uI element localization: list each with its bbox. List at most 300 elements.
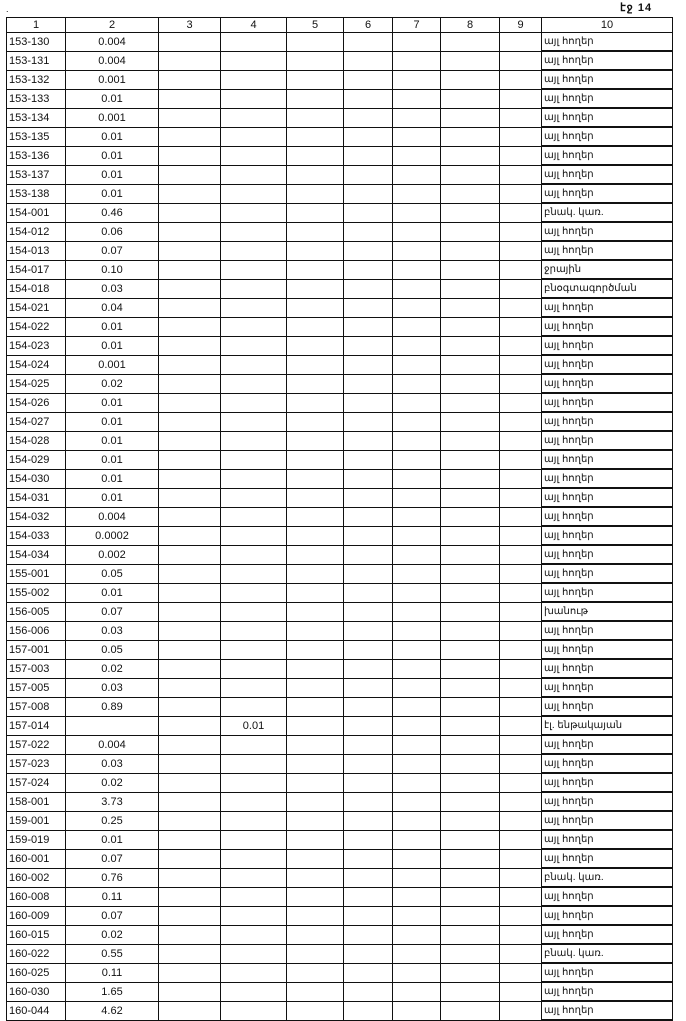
- empty-cell: [344, 260, 393, 279]
- empty-cell: [441, 925, 500, 944]
- empty-cell: [500, 450, 542, 469]
- column-4-cell: [221, 488, 287, 507]
- col-header-1: 1: [7, 18, 66, 33]
- parcel-code-cell: 154-022: [7, 317, 66, 336]
- empty-cell: [393, 108, 441, 127]
- empty-cell: [344, 336, 393, 355]
- land-use-cell: այլ հողեր: [542, 830, 673, 849]
- area-cell: 4.62: [66, 1001, 159, 1020]
- empty-cell: [441, 317, 500, 336]
- empty-cell: [393, 33, 441, 52]
- area-cell: 0.01: [66, 146, 159, 165]
- empty-cell: [393, 564, 441, 583]
- column-4-cell: [221, 184, 287, 203]
- area-cell: 0.01: [66, 165, 159, 184]
- empty-cell: [287, 336, 344, 355]
- column-4-cell: [221, 279, 287, 298]
- column-4-cell: [221, 393, 287, 412]
- empty-cell: [159, 70, 221, 89]
- parcel-code-cell: 160-002: [7, 868, 66, 887]
- area-cell: 0.03: [66, 754, 159, 773]
- parcel-code-cell: 154-029: [7, 450, 66, 469]
- empty-cell: [500, 184, 542, 203]
- empty-cell: [500, 203, 542, 222]
- empty-cell: [159, 526, 221, 545]
- land-use-cell: այլ հողեր: [542, 222, 673, 241]
- empty-cell: [500, 716, 542, 735]
- table-row: [7, 621, 673, 640]
- table-row: [7, 830, 673, 849]
- empty-cell: [344, 545, 393, 564]
- land-use-cell: բնակ. կառ.: [542, 203, 673, 222]
- empty-cell: [344, 678, 393, 697]
- parcel-code-cell: 154-012: [7, 222, 66, 241]
- empty-cell: [500, 792, 542, 811]
- parcel-code-cell: 154-017: [7, 260, 66, 279]
- empty-cell: [393, 925, 441, 944]
- column-4-cell: [221, 659, 287, 678]
- area-cell: 3.73: [66, 792, 159, 811]
- empty-cell: [500, 260, 542, 279]
- land-use-cell: այլ հողեր: [542, 355, 673, 374]
- empty-cell: [344, 298, 393, 317]
- empty-cell: [344, 583, 393, 602]
- land-use-cell: այլ հողեր: [542, 906, 673, 925]
- parcel-code-cell: 160-025: [7, 963, 66, 982]
- area-cell: 0.11: [66, 963, 159, 982]
- parcel-code-cell: 154-027: [7, 412, 66, 431]
- column-4-cell: [221, 222, 287, 241]
- empty-cell: [393, 184, 441, 203]
- area-cell: 0.004: [66, 735, 159, 754]
- empty-cell: [159, 127, 221, 146]
- empty-cell: [287, 868, 344, 887]
- empty-cell: [159, 982, 221, 1001]
- empty-cell: [344, 526, 393, 545]
- empty-cell: [393, 469, 441, 488]
- table-row: [7, 222, 673, 241]
- table-row: [7, 659, 673, 678]
- land-use-cell: այլ հողեր: [542, 317, 673, 336]
- area-cell: 0.05: [66, 564, 159, 583]
- table-row: [7, 925, 673, 944]
- empty-cell: [441, 431, 500, 450]
- column-4-cell: [221, 545, 287, 564]
- empty-cell: [500, 564, 542, 583]
- col-header-10: 10: [542, 18, 673, 33]
- empty-cell: [393, 431, 441, 450]
- empty-cell: [441, 374, 500, 393]
- empty-cell: [287, 716, 344, 735]
- empty-cell: [159, 165, 221, 184]
- empty-cell: [159, 89, 221, 108]
- empty-cell: [344, 184, 393, 203]
- empty-cell: [344, 374, 393, 393]
- empty-cell: [393, 944, 441, 963]
- empty-cell: [500, 944, 542, 963]
- table-row: [7, 564, 673, 583]
- parcel-code-cell: 154-028: [7, 431, 66, 450]
- column-4-cell: [221, 925, 287, 944]
- empty-cell: [287, 564, 344, 583]
- column-4-cell: [221, 298, 287, 317]
- column-4-cell: [221, 241, 287, 260]
- empty-cell: [393, 849, 441, 868]
- land-use-cell: բնօգտագործման: [542, 279, 673, 298]
- empty-cell: [287, 89, 344, 108]
- empty-cell: [500, 602, 542, 621]
- empty-cell: [500, 925, 542, 944]
- land-use-cell: այլ հողեր: [542, 564, 673, 583]
- empty-cell: [159, 792, 221, 811]
- empty-cell: [441, 241, 500, 260]
- empty-cell: [287, 659, 344, 678]
- land-parcel-table: [6, 17, 673, 1021]
- empty-cell: [441, 697, 500, 716]
- empty-cell: [287, 754, 344, 773]
- empty-cell: [500, 640, 542, 659]
- empty-cell: [500, 735, 542, 754]
- empty-cell: [393, 241, 441, 260]
- empty-cell: [500, 146, 542, 165]
- empty-cell: [159, 1001, 221, 1020]
- land-use-cell: այլ հողեր: [542, 89, 673, 108]
- empty-cell: [159, 507, 221, 526]
- empty-cell: [441, 70, 500, 89]
- table-row: [7, 203, 673, 222]
- empty-cell: [441, 108, 500, 127]
- land-use-cell: այլ հողեր: [542, 374, 673, 393]
- land-use-cell: այլ հողեր: [542, 469, 673, 488]
- empty-cell: [500, 659, 542, 678]
- empty-cell: [500, 241, 542, 260]
- empty-cell: [441, 792, 500, 811]
- empty-cell: [393, 887, 441, 906]
- empty-cell: [393, 260, 441, 279]
- empty-cell: [287, 1001, 344, 1020]
- area-cell: 0.001: [66, 355, 159, 374]
- table-row: [7, 754, 673, 773]
- parcel-code-cell: 154-021: [7, 298, 66, 317]
- parcel-code-cell: 160-030: [7, 982, 66, 1001]
- empty-cell: [344, 697, 393, 716]
- parcel-code-cell: 154-034: [7, 545, 66, 564]
- empty-cell: [344, 393, 393, 412]
- column-4-cell: [221, 640, 287, 659]
- column-4-cell: 0.01: [221, 716, 287, 735]
- column-4-cell: [221, 735, 287, 754]
- area-cell: 0.46: [66, 203, 159, 222]
- parcel-code-cell: 159-019: [7, 830, 66, 849]
- empty-cell: [344, 279, 393, 298]
- empty-cell: [441, 583, 500, 602]
- area-cell: 0.01: [66, 431, 159, 450]
- table-row: [7, 735, 673, 754]
- empty-cell: [159, 146, 221, 165]
- empty-cell: [344, 1001, 393, 1020]
- parcel-code-cell: 160-008: [7, 887, 66, 906]
- empty-cell: [441, 336, 500, 355]
- empty-cell: [344, 127, 393, 146]
- parcel-code-cell: 160-015: [7, 925, 66, 944]
- empty-cell: [441, 906, 500, 925]
- column-4-cell: [221, 982, 287, 1001]
- table-row: [7, 906, 673, 925]
- area-cell: 0.55: [66, 944, 159, 963]
- table-row: [7, 583, 673, 602]
- land-use-cell: այլ հողեր: [542, 488, 673, 507]
- empty-cell: [344, 754, 393, 773]
- empty-cell: [159, 602, 221, 621]
- col-header-6: 6: [344, 18, 393, 33]
- empty-cell: [500, 165, 542, 184]
- empty-cell: [287, 773, 344, 792]
- land-use-cell: այլ հողեր: [542, 450, 673, 469]
- land-use-cell: այլ հողեր: [542, 792, 673, 811]
- empty-cell: [159, 336, 221, 355]
- empty-cell: [500, 127, 542, 146]
- empty-cell: [393, 70, 441, 89]
- land-use-cell: այլ հողեր: [542, 393, 673, 412]
- empty-cell: [159, 184, 221, 203]
- empty-cell: [159, 868, 221, 887]
- empty-cell: [287, 944, 344, 963]
- column-4-cell: [221, 507, 287, 526]
- empty-cell: [393, 507, 441, 526]
- empty-cell: [500, 887, 542, 906]
- empty-cell: [393, 735, 441, 754]
- area-cell: 0.01: [66, 412, 159, 431]
- parcel-code-cell: 155-001: [7, 564, 66, 583]
- land-use-cell: այլ հողեր: [542, 887, 673, 906]
- empty-cell: [441, 412, 500, 431]
- column-4-cell: [221, 450, 287, 469]
- empty-cell: [287, 393, 344, 412]
- column-4-cell: [221, 868, 287, 887]
- empty-cell: [344, 887, 393, 906]
- empty-cell: [393, 1001, 441, 1020]
- parcel-code-cell: 160-044: [7, 1001, 66, 1020]
- table-row: [7, 33, 673, 52]
- empty-cell: [344, 450, 393, 469]
- empty-cell: [441, 469, 500, 488]
- empty-cell: [441, 868, 500, 887]
- empty-cell: [159, 431, 221, 450]
- empty-cell: [500, 279, 542, 298]
- empty-cell: [159, 241, 221, 260]
- empty-cell: [500, 374, 542, 393]
- empty-cell: [159, 716, 221, 735]
- empty-cell: [344, 716, 393, 735]
- area-cell: 1.65: [66, 982, 159, 1001]
- empty-cell: [500, 811, 542, 830]
- land-use-cell: խանութ: [542, 602, 673, 621]
- column-4-cell: [221, 127, 287, 146]
- table-row: [7, 602, 673, 621]
- empty-cell: [500, 773, 542, 792]
- land-use-cell: բնակ. կառ.: [542, 944, 673, 963]
- col-header-5: 5: [287, 18, 344, 33]
- land-use-cell: բնակ. կառ.: [542, 868, 673, 887]
- empty-cell: [441, 849, 500, 868]
- column-4-cell: [221, 773, 287, 792]
- parcel-code-cell: 154-026: [7, 393, 66, 412]
- parcel-code-cell: 153-133: [7, 89, 66, 108]
- parcel-code-cell: 159-001: [7, 811, 66, 830]
- table-row: [7, 792, 673, 811]
- parcel-code-cell: 154-018: [7, 279, 66, 298]
- area-cell: 0.04: [66, 298, 159, 317]
- table-row: [7, 773, 673, 792]
- empty-cell: [500, 33, 542, 52]
- column-4-cell: [221, 203, 287, 222]
- empty-cell: [344, 621, 393, 640]
- empty-cell: [500, 583, 542, 602]
- area-cell: 0.01: [66, 184, 159, 203]
- empty-cell: [344, 849, 393, 868]
- parcel-code-cell: 153-138: [7, 184, 66, 203]
- empty-cell: [344, 792, 393, 811]
- empty-cell: [344, 659, 393, 678]
- parcel-code-cell: 157-001: [7, 640, 66, 659]
- empty-cell: [393, 146, 441, 165]
- column-4-cell: [221, 469, 287, 488]
- empty-cell: [159, 393, 221, 412]
- empty-cell: [500, 70, 542, 89]
- table-row: [7, 241, 673, 260]
- area-cell: 0.01: [66, 830, 159, 849]
- area-cell: 0.05: [66, 640, 159, 659]
- empty-cell: [393, 678, 441, 697]
- column-4-cell: [221, 431, 287, 450]
- table-row: [7, 488, 673, 507]
- empty-cell: [159, 564, 221, 583]
- area-cell: 0.01: [66, 469, 159, 488]
- empty-cell: [441, 450, 500, 469]
- land-use-cell: այլ հողեր: [542, 583, 673, 602]
- table-row: [7, 298, 673, 317]
- empty-cell: [500, 431, 542, 450]
- parcel-code-cell: 153-130: [7, 33, 66, 52]
- table-row: [7, 70, 673, 89]
- empty-cell: [441, 811, 500, 830]
- table-row: [7, 412, 673, 431]
- empty-cell: [159, 469, 221, 488]
- empty-cell: [287, 887, 344, 906]
- empty-cell: [344, 431, 393, 450]
- column-4-cell: [221, 51, 287, 70]
- empty-cell: [393, 906, 441, 925]
- table-row: [7, 336, 673, 355]
- empty-cell: [287, 621, 344, 640]
- column-4-cell: [221, 165, 287, 184]
- col-header-2: 2: [66, 18, 159, 33]
- empty-cell: [441, 165, 500, 184]
- empty-cell: [344, 70, 393, 89]
- empty-cell: [500, 754, 542, 773]
- area-cell: 0.02: [66, 925, 159, 944]
- parcel-code-cell: 156-005: [7, 602, 66, 621]
- area-cell: 0.01: [66, 393, 159, 412]
- column-4-cell: [221, 583, 287, 602]
- empty-cell: [441, 203, 500, 222]
- parcel-code-cell: 157-005: [7, 678, 66, 697]
- empty-cell: [344, 906, 393, 925]
- empty-cell: [344, 241, 393, 260]
- parcel-code-cell: 154-023: [7, 336, 66, 355]
- empty-cell: [393, 868, 441, 887]
- land-use-cell: այլ հողեր: [542, 33, 673, 52]
- empty-cell: [393, 621, 441, 640]
- parcel-code-cell: 154-024: [7, 355, 66, 374]
- parcel-code-cell: 153-136: [7, 146, 66, 165]
- empty-cell: [500, 906, 542, 925]
- empty-cell: [500, 89, 542, 108]
- empty-cell: [344, 469, 393, 488]
- column-4-cell: [221, 374, 287, 393]
- empty-cell: [500, 849, 542, 868]
- parcel-code-cell: 153-131: [7, 51, 66, 70]
- empty-cell: [441, 830, 500, 849]
- column-4-cell: [221, 108, 287, 127]
- empty-cell: [441, 393, 500, 412]
- table-row: [7, 279, 673, 298]
- empty-cell: [159, 279, 221, 298]
- empty-cell: [159, 583, 221, 602]
- land-use-cell: այլ հողեր: [542, 507, 673, 526]
- empty-cell: [393, 336, 441, 355]
- empty-cell: [500, 697, 542, 716]
- empty-cell: [441, 545, 500, 564]
- land-use-cell: այլ հողեր: [542, 640, 673, 659]
- area-cell: 0.25: [66, 811, 159, 830]
- empty-cell: [344, 33, 393, 52]
- empty-cell: [344, 811, 393, 830]
- parcel-code-cell: 157-014: [7, 716, 66, 735]
- empty-cell: [159, 317, 221, 336]
- empty-cell: [344, 355, 393, 374]
- empty-cell: [441, 355, 500, 374]
- table-row: [7, 526, 673, 545]
- area-cell: [66, 716, 159, 735]
- empty-cell: [287, 165, 344, 184]
- area-cell: 0.004: [66, 33, 159, 52]
- page-number-label: էջ 14: [620, 2, 653, 14]
- area-cell: 0.004: [66, 51, 159, 70]
- column-4-cell: [221, 830, 287, 849]
- area-cell: 0.02: [66, 773, 159, 792]
- empty-cell: [287, 640, 344, 659]
- empty-cell: [344, 89, 393, 108]
- table-row: [7, 260, 673, 279]
- table-row: [7, 51, 673, 70]
- column-4-cell: [221, 697, 287, 716]
- area-cell: 0.10: [66, 260, 159, 279]
- area-cell: 0.001: [66, 70, 159, 89]
- empty-cell: [287, 602, 344, 621]
- empty-cell: [287, 526, 344, 545]
- empty-cell: [393, 412, 441, 431]
- empty-cell: [159, 488, 221, 507]
- empty-cell: [159, 621, 221, 640]
- table-row: [7, 944, 673, 963]
- empty-cell: [500, 868, 542, 887]
- parcel-code-cell: 154-025: [7, 374, 66, 393]
- col-header-8: 8: [441, 18, 500, 33]
- empty-cell: [159, 906, 221, 925]
- empty-cell: [287, 222, 344, 241]
- parcel-code-cell: 154-033: [7, 526, 66, 545]
